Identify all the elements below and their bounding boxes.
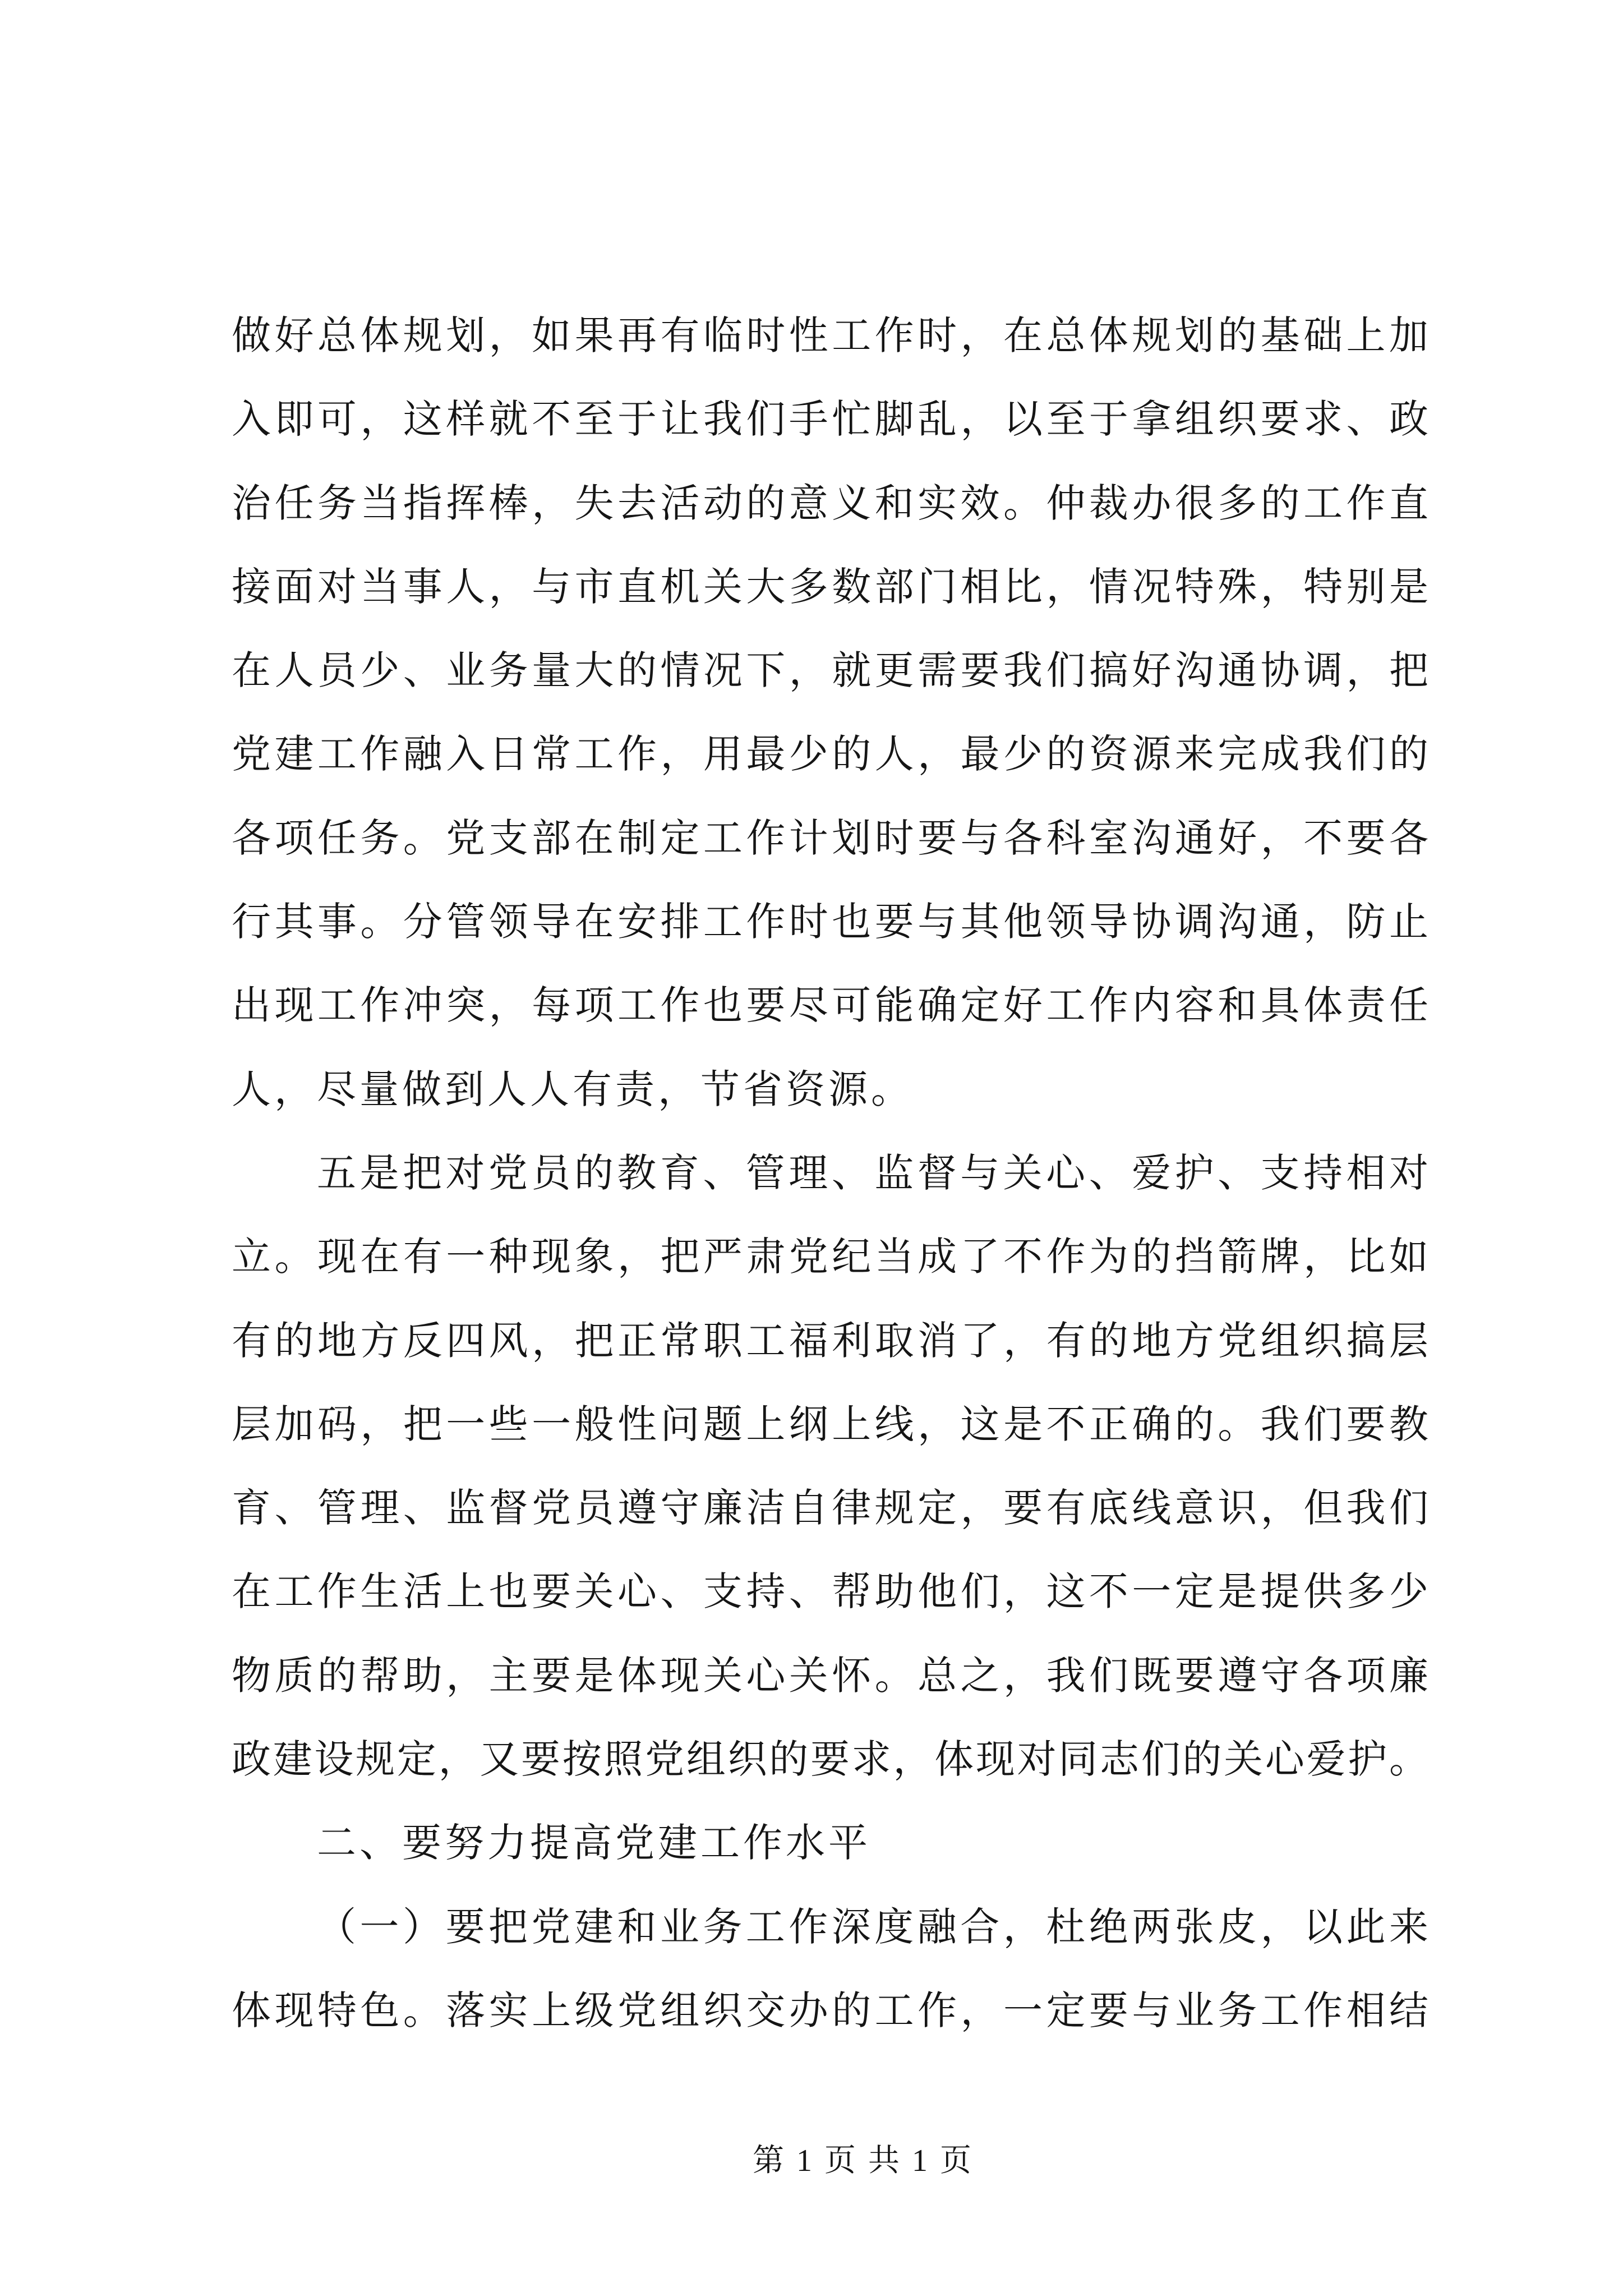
text-line: 层加码，把一些一般性问题上纲上线，这是不正确的。我们要教	[232, 1403, 1428, 1447]
text-line: 政建设规定，又要按照党组织的要求，体现对同志们的关心爱护。	[232, 1738, 1428, 1782]
page-footer: 第 1 页 共 1 页	[753, 2143, 974, 2178]
text-line: 在人员少、业务量大的情况下，就更需要我们搞好沟通协调，把	[232, 650, 1428, 693]
text-line: （一）要把党建和业务工作深度融合，杜绝两张皮，以此来	[317, 1906, 1428, 1949]
text-line: 各项任务。党支部在制定工作计划时要与各科室沟通好，不要各	[232, 817, 1428, 861]
text-line: 五是把对党员的教育、管理、监督与关心、爱护、支持相对	[317, 1152, 1428, 1195]
text-line: 入即可，这样就不至于让我们手忙脚乱，以至于拿组织要求、政	[232, 398, 1428, 442]
text-line: 做好总体规划，如果再有临时性工作时，在总体规划的基础上加	[232, 315, 1428, 358]
text-line: 在工作生活上也要关心、支持、帮助他们，这不一定是提供多少	[232, 1571, 1428, 1614]
text-line: 人，尽量做到人人有责，节省资源。	[232, 1068, 914, 1112]
text-line: 行其事。分管领导在安排工作时也要与其他领导协调沟通，防止	[232, 901, 1428, 945]
text-line: 出现工作冲突，每项工作也要尽可能确定好工作内容和具体责任	[232, 984, 1428, 1028]
paragraph	[232, 1132, 1428, 1802]
paragraph	[232, 1886, 1428, 2054]
text-line: 治任务当指挥棒，失去活动的意义和实效。仲裁办很多的工作直	[232, 482, 1428, 526]
text-line: 体现特色。落实上级党组织交办的工作，一定要与业务工作相结	[232, 1989, 1428, 2033]
paragraph	[232, 295, 1428, 1132]
text-line: 党建工作融入日常工作，用最少的人，最少的资源来完成我们的	[232, 733, 1428, 777]
text-line: 有的地方反四风，把正常职工福利取消了，有的地方党组织搞层	[232, 1319, 1428, 1363]
text-line: 物质的帮助，主要是体现关心关怀。总之，我们既要遵守各项廉	[232, 1654, 1428, 1698]
body-text	[232, 295, 1428, 2053]
text-line: 育、管理、监督党员遵守廉洁自律规定，要有底线意识，但我们	[232, 1487, 1428, 1531]
text-line: 接面对当事人，与市直机关大多数部门相比，情况特殊，特别是	[232, 565, 1428, 609]
section-heading: 二、要努力提高党建工作水平	[317, 1822, 871, 1866]
text-line: 立。现在有一种现象，把严肃党纪当成了不作为的挡箭牌，比如	[232, 1236, 1428, 1280]
